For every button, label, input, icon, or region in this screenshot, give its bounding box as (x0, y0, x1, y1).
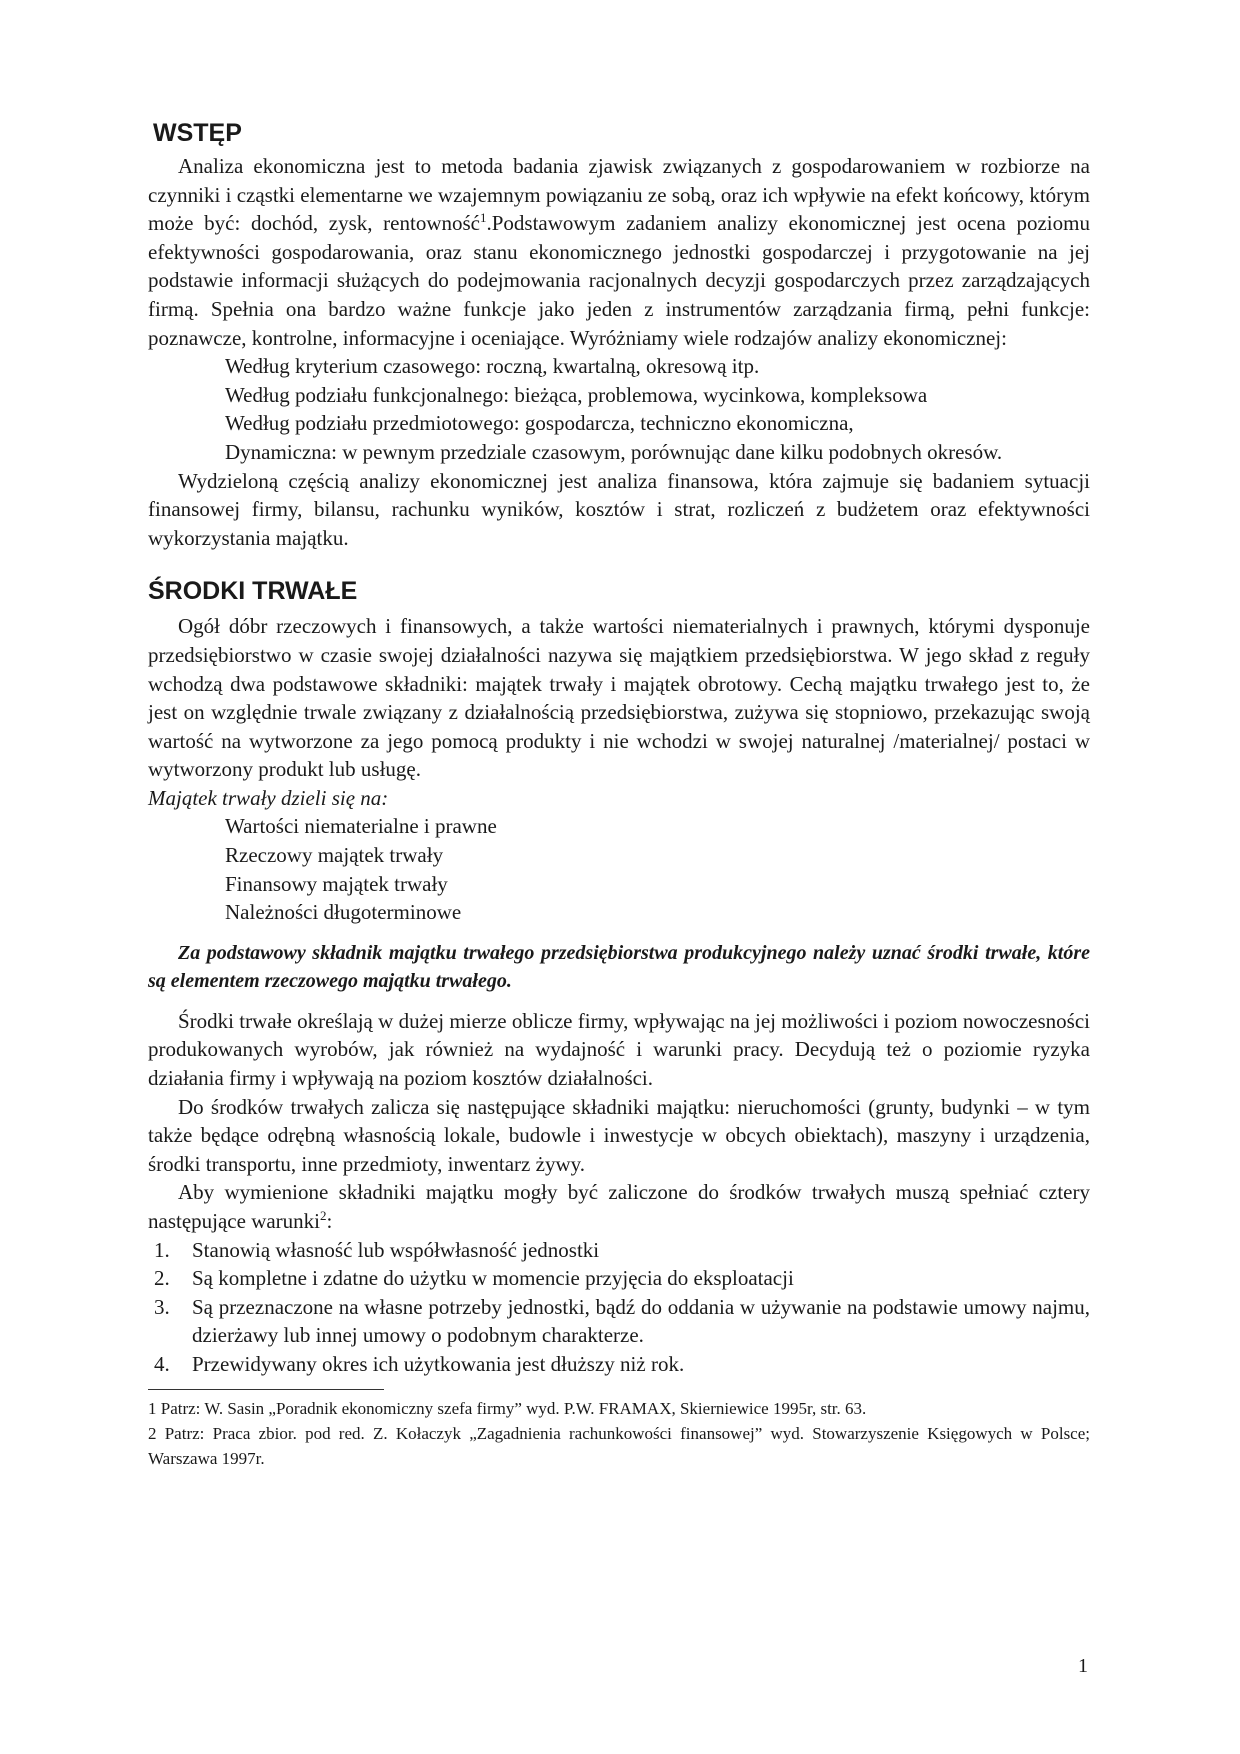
list-item-text: Według podziału przedmiotowego: gospodarcza, techniczno ekonomiczna, (225, 411, 854, 436)
fixed-assets-paragraph-1: Ogół dóbr rzeczowych i finansowych, a także wartości niematerialnych i prawnych, którymi dysponuje przedsiębiorstwo w czasie swojej działalności nazywa się majątkiem przedsiębiorstwa. W jego skład z reguły wchodzą dwa podstawowe składniki: majątek trwały i majątek obrotowy. Cechą majątku trwałego jest to, że jest on względnie trwale związany z działalnością przedsiębiorstwa, zużywa się stopniowo, przekazując swoją wartość na wytworzone za jego pomocą produkty i nie wchodzi w swojej naturalnej /materialnej/ postaci w wytworzony produkt lub usługę. (148, 614, 1090, 782)
footnote-1: 1 Patrz: W. Sasin „Poradnik ekonomiczny szefa firmy” wyd. P.W. FRAMAX, Skierniewice 1995r, str. 63. (148, 1398, 867, 1418)
list-item-text: Rzeczowy majątek trwały (225, 843, 444, 868)
list-item-number: 2. (154, 1266, 170, 1291)
intro-paragraph-1-text: Analiza ekonomiczna jest to metoda badania zjawisk związanych z gospodarowaniem w rozbiorze na czynniki i cząstki elementarne we wzajemnym powiązaniu ze sobą, oraz ich wpływie na efekt końcowy, którym może być: dochód, zysk, rentowność (148, 154, 1090, 236)
fixed-assets-paragraph-4 (148, 1178, 1090, 1235)
footnote-separator (148, 1389, 384, 1390)
list-item-text: Stanowią własność lub współwłasność jednostki (192, 1237, 600, 1262)
list-item (148, 381, 1090, 410)
list-item (148, 898, 1090, 927)
list-item (148, 1264, 1090, 1293)
list-item (148, 1350, 1090, 1379)
fixed-assets-subheading: Majątek trwały dzieli się na: (148, 785, 389, 810)
list-item (148, 438, 1090, 467)
section-heading-intro: WSTĘP (153, 119, 242, 147)
fixed-assets-paragraph-4-cont: : (326, 1209, 333, 1233)
list-item-text: Dynamiczna: w pewnym przedziale czasowym, porównując dane kilku podobnych okresów. (225, 439, 1003, 464)
list-item-number: 3. (154, 1294, 170, 1319)
list-item (148, 352, 1090, 381)
list-item-text: Według podziału funkcjonalnego: bieżąca, problemowa, wycinkowa, kompleksowa (225, 382, 928, 407)
fixed-assets-list (148, 812, 1090, 926)
fixed-assets-paragraph-3: Do środków trwałych zalicza się następujące składniki majątku: nieruchomości (grunty, budynki – w tym także będące odrębną własnością lokale, budowle i inwestycje w obcych obiektach), maszyny i urządzenia, środki transportu, inne przedmioty, inwentarz żywy. (148, 1094, 1090, 1176)
list-item-number: 1. (154, 1237, 170, 1262)
highlighted-statement: Za podstawowy składnik majątku trwałego przedsiębiorstwa produkcyjnego należy uznać środki trwałe, które są elementem rzeczowego majątku trwałego. (148, 941, 1090, 992)
list-item (148, 870, 1090, 899)
list-item (148, 409, 1090, 438)
footnote-ref-1[interactable]: 1 (479, 210, 487, 226)
list-item (148, 1236, 1090, 1265)
list-item-text: Są przeznaczone na własne potrzeby jednostki, bądź do oddania w używanie na podstawie umowy najmu, dzierżawy lub innej umowy o podobnym charakterze. (192, 1294, 1090, 1348)
list-item-text: Wartości niematerialne i prawne (225, 814, 497, 839)
analysis-types-list (148, 352, 1090, 466)
document-page (148, 118, 1090, 1471)
list-item (148, 841, 1090, 870)
list-item-number: 4. (154, 1351, 170, 1376)
fixed-assets-paragraph-4-text: Aby wymienione składniki majątku mogły być zaliczone do środków trwałych muszą spełniać cztery następujące warunki (148, 1180, 1090, 1233)
section-heading-fixed-assets: ŚRODKI TRWAŁE (148, 577, 358, 606)
intro-paragraph-1 (148, 152, 1090, 352)
list-item-text: Są kompletne i zdatne do użytku w momencie przyjęcia do eksploatacji (192, 1266, 794, 1291)
footnote-2: 2 Patrz: Praca zbior. pod red. Z. Kołaczyk „Zagadnienia rachunkowości finansowej” wyd. Stowarzyszenie Księgowych w Polsce; Warszawa 1997r. (148, 1423, 1090, 1468)
list-item (148, 1293, 1090, 1350)
list-item-text: Według kryterium czasowego: roczną, kwartalną, okresową itp. (225, 354, 760, 379)
conditions-list (148, 1236, 1090, 1379)
fixed-assets-paragraph-2: Środki trwałe określają w dużej mierze oblicze firmy, wpływając na jej możliwości i poziom nowoczesności produkowanych wyrobów, jak również na wydajność i warunki pracy. Decydują też o poziomie ryzyka działania firmy i wpływają na poziom kosztów działalności. (148, 1008, 1090, 1091)
intro-paragraph-2: Wydzieloną częścią analizy ekonomicznej jest analiza finansowa, która zajmuje się badaniem sytuacji finansowej firmy, bilansu, rachunku wyników, kosztów i strat, rozliczeń z budżetem oraz efektywności wykorzystania majątku. (148, 468, 1090, 550)
list-item-text: Finansowy majątek trwały (225, 871, 448, 896)
list-item (148, 812, 1090, 841)
intro-paragraph-1-cont: .Podstawowym zadaniem analizy ekonomicznej jest ocena poziomu efektywności gospodarowania, oraz stanu ekonomicznego jednostki gospodarczej i przygotowanie na jej podstawie informacji służących do podejmowania racjonalnych decyzji gospodarczych przez zarządzających firmą. Spełnia ona bardzo ważne funkcje jako jeden z instrumentów zarządzania firmą, pełni funkcje: poznawcze, kontrolne, informacyjne i oceniające. Wyróżniamy wiele rodzajów analizy ekonomicznej: (148, 211, 1090, 350)
page-number: 1 (1078, 1655, 1088, 1677)
list-item-text: Przewidywany okres ich użytkowania jest dłuższy niż rok. (192, 1351, 685, 1376)
footnote-ref-2[interactable]: 2 (320, 1208, 327, 1223)
list-item-text: Należności długoterminowe (225, 900, 462, 925)
